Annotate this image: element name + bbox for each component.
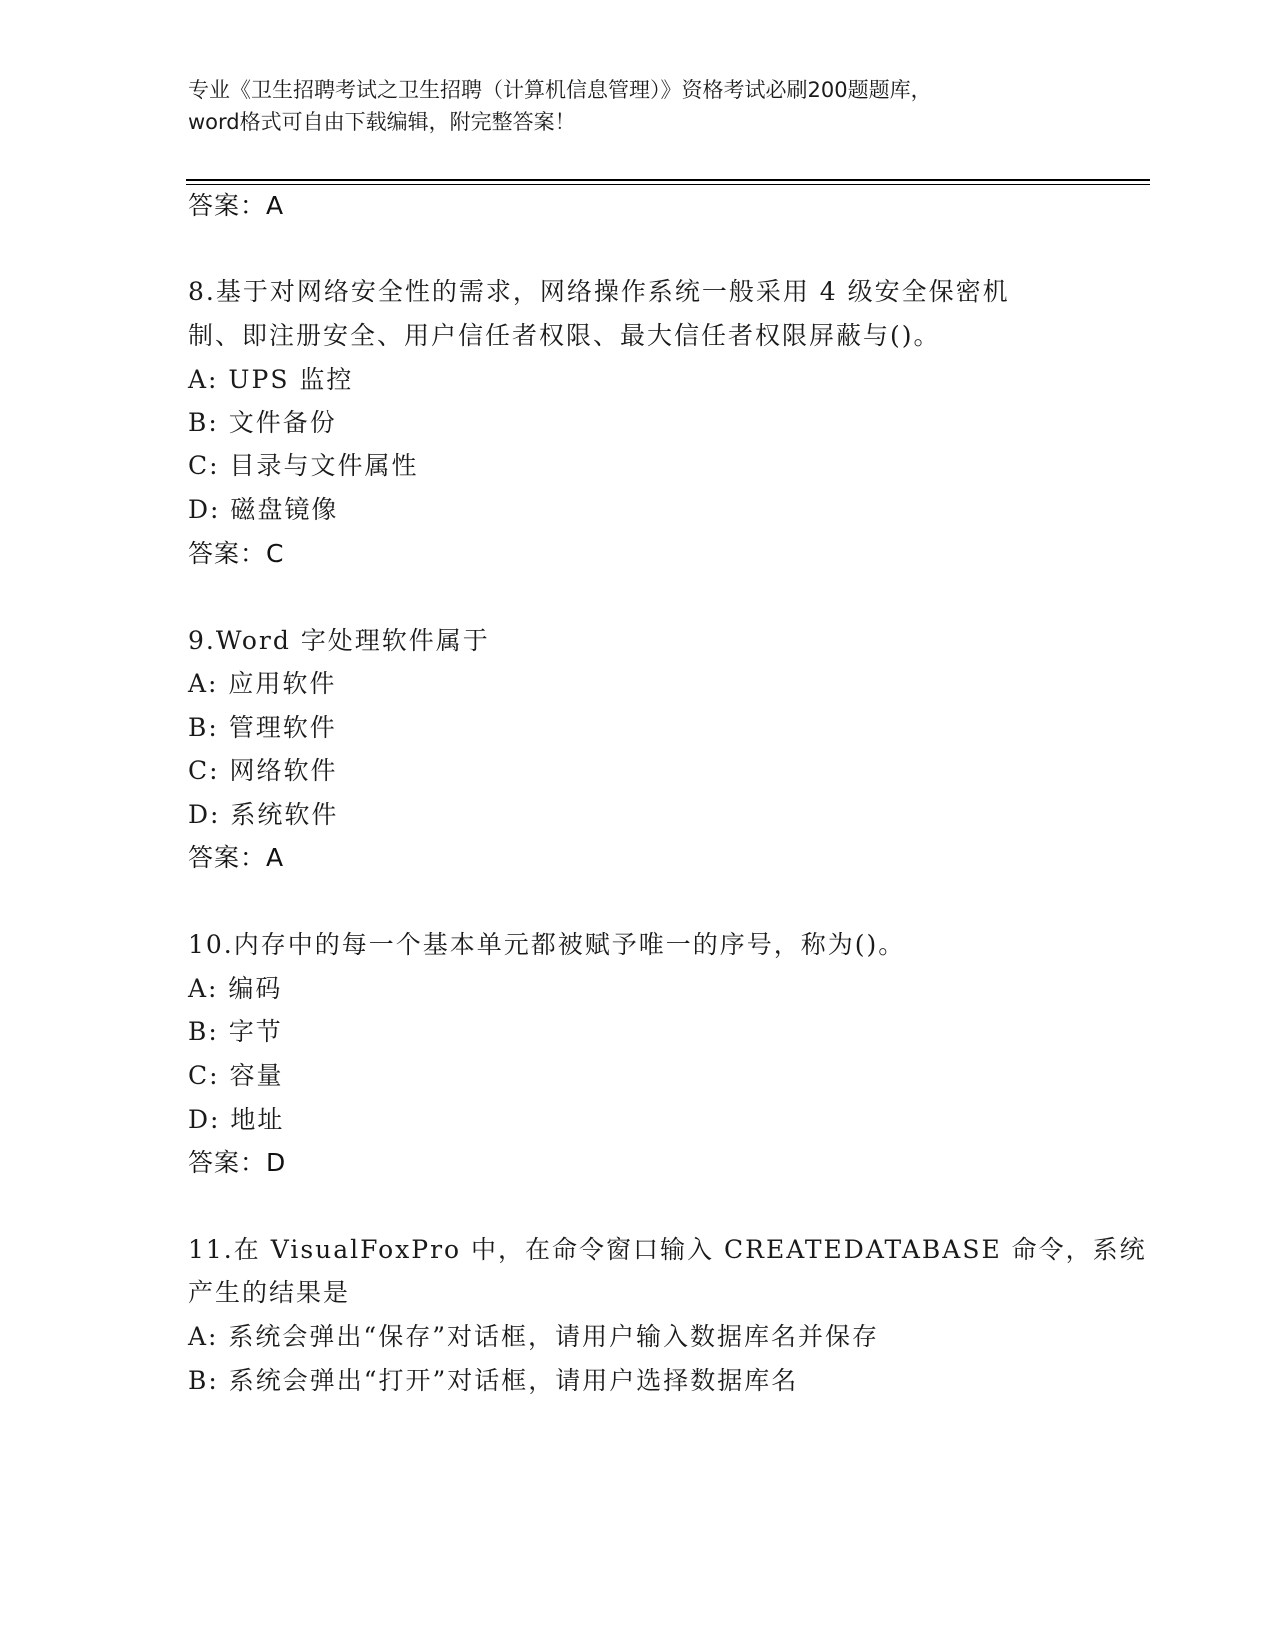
- question-8-text-line-1: 8.基于对网络安全性的需求，网络操作系统一般采用 4 级安全保密机: [188, 277, 1010, 306]
- document-header: [188, 74, 1088, 138]
- question-8-option-a: A: UPS 监控: [188, 365, 354, 394]
- header-divider-thin: [186, 184, 1150, 185]
- question-9-text-line-1: 9.Word 字处理软件属于: [188, 626, 490, 655]
- question-11-text-line-1: 11.在 VisualFoxPro 中，在命令窗口输入 CREATEDATABASE 命令，系统: [188, 1235, 1147, 1264]
- question-10-text-line-1: 10.内存中的每一个基本单元都被赋予唯一的序号，称为()。: [188, 930, 906, 959]
- question-8-option-c: C: 目录与文件属性: [188, 451, 419, 480]
- question-11-option-b: B: 系统会弹出“打开”对话框，请用户选择数据库名: [188, 1366, 799, 1395]
- question-8-text-line-2: 制、即注册安全、用户信任者权限、最大信任者权限屏蔽与()。: [188, 321, 941, 350]
- question-10-option-c: C: 容量: [188, 1061, 284, 1090]
- question-9-answer: 答案：A: [188, 843, 285, 872]
- question-9-option-d: D: 系统软件: [188, 800, 339, 829]
- question-10-option-a: A: 编码: [188, 974, 283, 1003]
- question-8-option-d: D: 磁盘镜像: [188, 495, 339, 524]
- header-line-2: word格式可自由下载编辑，附完整答案！: [188, 110, 576, 134]
- question-10-answer: 答案：D: [188, 1148, 287, 1177]
- question-10-option-b: B: 字节: [188, 1017, 283, 1046]
- question-8-option-b: B: 文件备份: [188, 408, 337, 437]
- question-10-option-d: D: 地址: [188, 1105, 285, 1134]
- question-9-option-c: C: 网络软件: [188, 756, 338, 785]
- question-9-option-a: A: 应用软件: [188, 669, 337, 698]
- answer-line: 答案：A: [188, 191, 285, 220]
- question-11-option-a: A: 系统会弹出“保存”对话框，请用户输入数据库名并保存: [188, 1322, 879, 1351]
- question-11-text-line-2: 产生的结果是: [188, 1278, 351, 1307]
- question-8-answer: 答案：C: [188, 539, 285, 568]
- header-line-1: 专业《卫生招聘考试之卫生招聘（计算机信息管理）》资格考试必刷200题题库，: [188, 78, 932, 102]
- question-9-option-b: B: 管理软件: [188, 713, 337, 742]
- header-divider: [186, 179, 1150, 181]
